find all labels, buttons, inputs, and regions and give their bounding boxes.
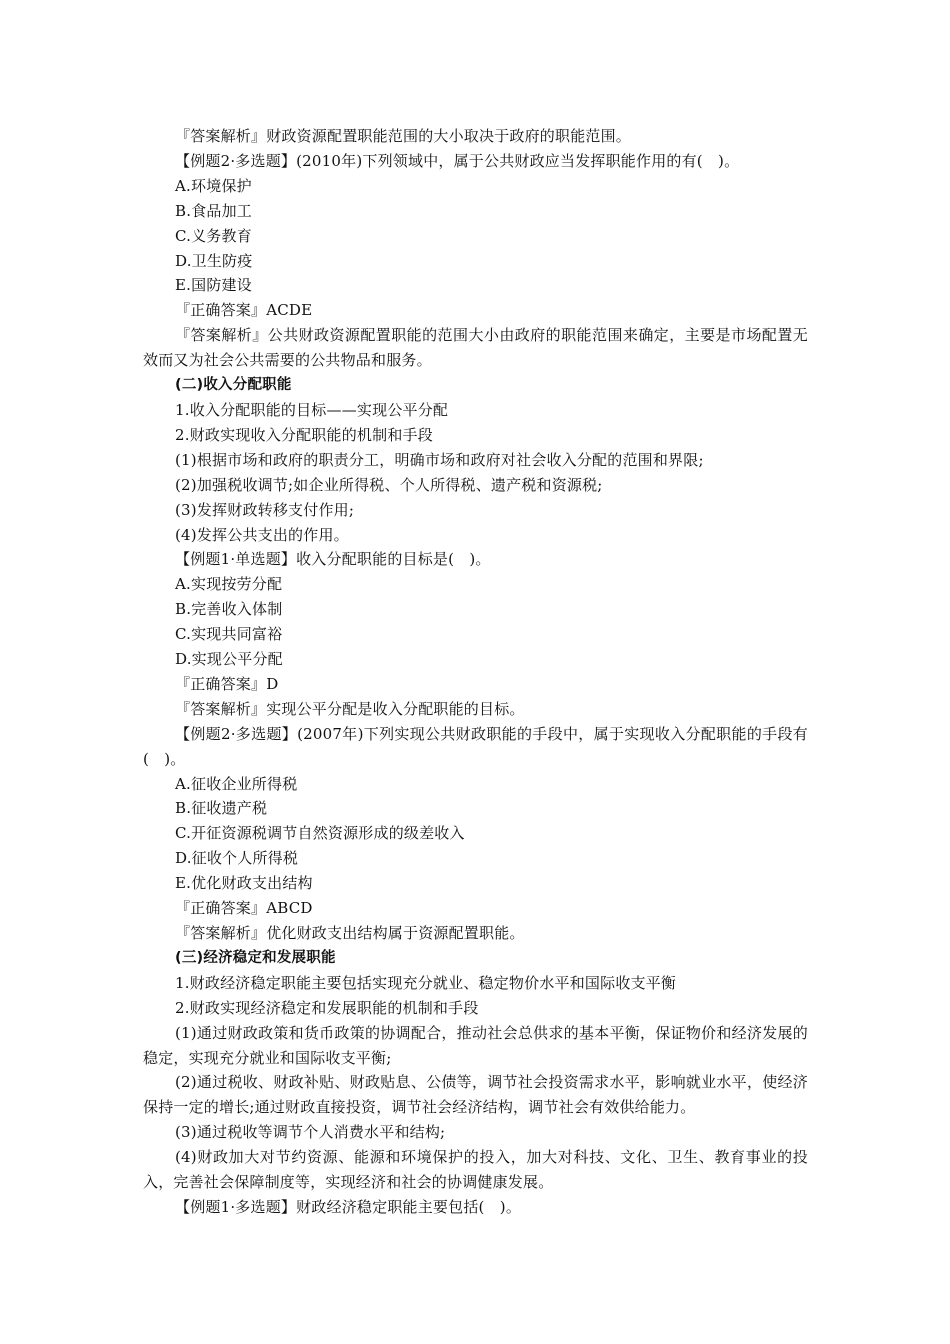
- option-b: B.食品加工: [175, 201, 252, 220]
- option-c: C.义务教育: [175, 226, 252, 245]
- option-a: A.实现按劳分配: [175, 575, 283, 594]
- option-d: D.卫生防疫: [175, 251, 253, 270]
- answer-analysis: 『答案解析』优化财政支出结构属于资源配置职能。: [175, 924, 525, 942]
- section-heading: (三)经济稳定和发展职能: [175, 949, 336, 966]
- answer-analysis: 『答案解析』实现公平分配是收入分配职能的目标。: [175, 699, 525, 718]
- option-d: D.实现公平分配: [175, 650, 283, 669]
- list-item: 1.收入分配职能的目标——实现公平分配: [175, 400, 449, 419]
- example-question: 【例题1·多选题】财政经济稳定职能主要包括( )。: [175, 1197, 522, 1216]
- example-question: 【例题2·多选题】(2010年)下列领域中，属于公共财政应当发挥职能作用的有( )。: [175, 151, 740, 170]
- correct-answer: 『正确答案』D: [175, 674, 279, 693]
- option-a: A.环境保护: [175, 176, 252, 195]
- answer-analysis: 『答案解析』公共财政资源配置职能的范围大小由政府的职能范围来确定，主要是市场配置无效而又为社会公共需要的公共物品和服务。: [143, 326, 808, 370]
- list-item: 2.财政实现经济稳定和发展职能的机制和手段: [175, 998, 479, 1017]
- sub-item: (2)加强税收调节;如企业所得税、个人所得税、遗产税和资源税;: [175, 475, 603, 494]
- example-question: 【例题2·多选题】(2007年)下列实现公共财政职能的手段中，属于实现收入分配职能的手段有( )。: [143, 724, 808, 768]
- option-a: A.征收企业所得税: [175, 774, 298, 793]
- correct-answer: 『正确答案』ABCD: [175, 899, 313, 918]
- sub-item: (3)发挥财政转移支付作用;: [175, 500, 355, 519]
- answer-analysis: 『答案解析』财政资源配置职能范围的大小取决于政府的职能范围。: [175, 127, 632, 145]
- sub-item: (3)通过税收等调节个人消费水平和结构;: [175, 1123, 446, 1142]
- option-d: D.征收个人所得税: [175, 849, 299, 868]
- option-e: E.优化财政支出结构: [175, 874, 313, 893]
- sub-item: (2)通过税收、财政补贴、财政贴息、公债等，调节社会投资需求水平，影响就业水平，使经济保持一定的增长;通过财政直接投资，调节社会经济结构，调节社会有效供给能力。: [143, 1073, 808, 1117]
- correct-answer: 『正确答案』ACDE: [175, 301, 313, 320]
- list-item: 2.财政实现收入分配职能的机制和手段: [175, 425, 433, 444]
- sub-item: (1)根据市场和政府的职责分工，明确市场和政府对社会收入分配的范围和界限;: [175, 450, 704, 469]
- section-heading: (二)收入分配职能: [175, 377, 292, 394]
- example-question: 【例题1·单选题】收入分配职能的目标是( )。: [175, 550, 491, 569]
- sub-item: (4)财政加大对节约资源、能源和环境保护的投入，加大对科技、文化、卫生、教育事业的投入，完善社会保障制度等，实现经济和社会的协调健康发展。: [143, 1148, 808, 1192]
- option-c: C.开征资源税调节自然资源形成的级差收入: [175, 824, 465, 843]
- sub-item: (1)通过财政政策和货币政策的协调配合，推动社会总供求的基本平衡，保证物价和经济发展的稳定，实现充分就业和国际收支平衡;: [143, 1023, 808, 1067]
- option-b: B.完善收入体制: [175, 600, 283, 619]
- list-item: 1.财政经济稳定职能主要包括实现充分就业、稳定物价水平和国际收支平衡: [175, 973, 677, 992]
- option-b: B.征收遗产税: [175, 799, 268, 818]
- option-c: C.实现共同富裕: [175, 625, 283, 644]
- sub-item: (4)发挥公共支出的作用。: [175, 525, 349, 544]
- document-body: [143, 124, 808, 1220]
- option-e: E.国防建设: [175, 276, 252, 295]
